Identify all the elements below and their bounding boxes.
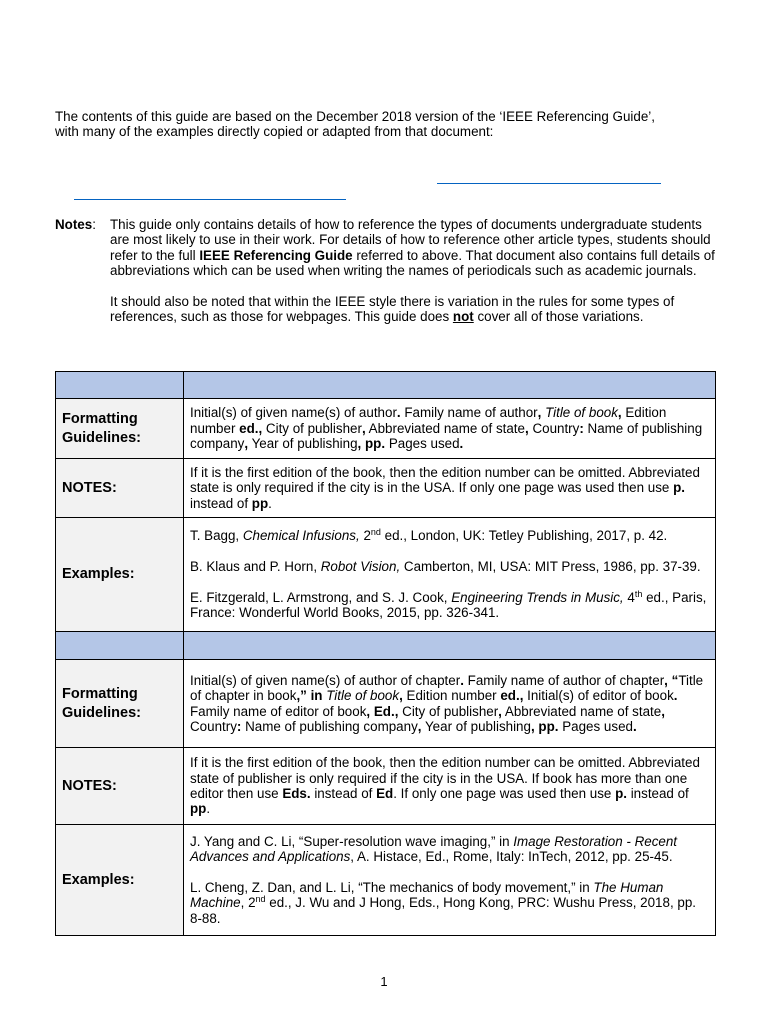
notes-label: Notes: <box>55 217 96 232</box>
reference-table <box>55 371 716 936</box>
formatting-label: Formatting Guidelines: <box>56 399 184 459</box>
notes-paragraph-1: This guide only contains details of how to reference the types of documents undergraduate students are most likely to use in their work. For details of how to reference other article types, students should refer to the full IEEE Referencing Guide referred to above. That document also contains full details of abbreviations which can be used when writing the names of periodicals such as academic journals. <box>110 217 715 279</box>
book-example-3: E. Fitzgerald, L. Armstrong, and S. J. Cook, Engineering Trends in Music, 4th ed., Paris, France: Wonderful World Books, 2015, pp. 326-341. <box>190 588 707 621</box>
formatting-label: Formatting Guidelines: <box>56 660 184 748</box>
intro-line-1: The contents of this guide are based on the December 2018 version of the ‘IEEE Referencing Guide’, <box>55 109 655 124</box>
book-formatting-row <box>56 399 716 459</box>
examples-label: Examples: <box>56 518 184 632</box>
chapter-notes-row <box>56 748 716 825</box>
chapter-formatting-text: Initial(s) of given name(s) of author of chapter. Family name of author of chapter, “Title of chapter in book,” in Title of book, Edition number ed., Initial(s) of editor of book. Family name of editor of book, Ed., City of publisher, Abbreviated name of state, Country: Name of publishing company, Year of publishing, pp. Pages used. <box>184 660 716 748</box>
page-number: 1 <box>380 974 388 989</box>
section-header-cell <box>56 632 184 660</box>
notes-row-label: NOTES: <box>56 459 184 518</box>
examples-label: Examples: <box>56 825 184 936</box>
chapter-section-header <box>56 632 716 660</box>
book-notes-row <box>56 459 716 518</box>
book-examples-row <box>56 518 716 632</box>
book-notes-text: If it is the first edition of the book, then the edition number can be omitted. Abbreviated state is only required if the city is in the USA. If only one page was used then use p. instead of pp. <box>184 459 716 518</box>
ieee-guide-name: IEEE Referencing Guide <box>199 247 353 263</box>
notes-paragraph-2: It should also be noted that within the IEEE style there is variation in the rules for some types of references, such as those for webpages. This guide does not cover all of those variations. <box>110 294 675 325</box>
intro-paragraph <box>55 109 705 140</box>
book-formatting-text: Initial(s) of given name(s) of author. Family name of author, Title of book, Edition number ed., City of publisher, Abbreviated name of state, Country: Name of publishing company, Year of publishing, pp. Pages used. <box>184 399 716 459</box>
chapter-notes-text: If it is the first edition of the book, then the edition number can be omitted. Abbreviated state of publisher is only required if the city is in the USA. If book has more than one editor then use Eds. instead of Ed. If only one page was used then use p. instead of pp. <box>184 748 716 825</box>
chapter-formatting-row <box>56 660 716 748</box>
not-emphasis: not <box>452 309 474 325</box>
book-example-1: T. Bagg, Chemical Infusions, 2nd ed., London, UK: Tetley Publishing, 2017, p. 42. <box>190 527 668 544</box>
notes-row-label: NOTES: <box>56 748 184 825</box>
intro-line-2: with many of the examples directly copied or adapted from that document: <box>55 124 494 140</box>
hyperlink-2[interactable] <box>437 183 661 184</box>
book-section-header <box>56 372 716 399</box>
section-header-cell <box>184 632 716 660</box>
chapter-examples-row <box>56 825 716 936</box>
notes-body <box>110 217 715 325</box>
book-examples <box>184 518 716 632</box>
section-header-cell <box>184 372 716 399</box>
book-example-2: B. Klaus and P. Horn, Robot Vision, Camberton, MI, USA: MIT Press, 1986, pp. 37-39. <box>190 559 701 575</box>
section-header-cell <box>56 372 184 399</box>
chapter-example-2: L. Cheng, Z. Dan, and L. Li, “The mechanics of body movement,” in The Human Machine, 2nd ed., J. Wu and J Hong, Eds., Hong Kong, PRC: Wushu Press, 2018, pp. 8-88. <box>190 879 696 926</box>
hyperlink-1[interactable] <box>74 199 346 200</box>
chapter-example-1: J. Yang and C. Li, “Super-resolution wave imaging,” in Image Restoration - Recent Advances and Applications, A. Histace, Ed., Rome, Italy: InTech, 2012, pp. 25-45. <box>190 833 678 865</box>
chapter-examples <box>184 825 716 936</box>
